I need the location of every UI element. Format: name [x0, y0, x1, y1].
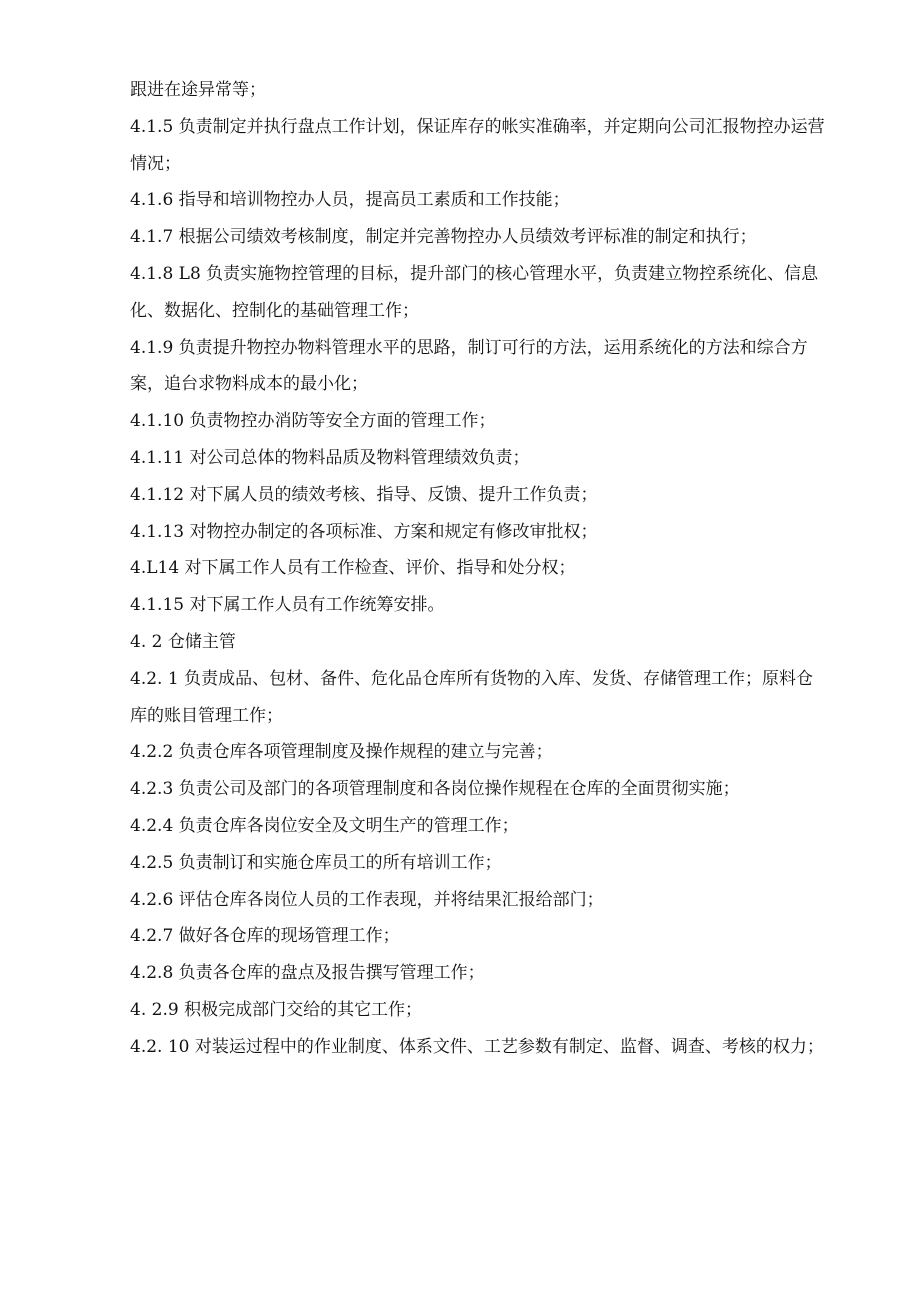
paragraph-4-2-6: 4.2.6 评估仓库各岗位人员的工作表现，并将结果汇报给部门；: [130, 889, 604, 910]
paragraph-4-1-6: 4.1.6 指导和培训物控办人员，提高员工素质和工作技能；: [130, 190, 570, 211]
paragraph-4-2-7: 4.2.7 做好各仓库的现场管理工作；: [130, 926, 400, 947]
paragraph-4-2-2: 4.2.2 负责仓库各项管理制度及操作规程的建立与完善；: [130, 742, 553, 763]
section-heading-4-2: 4. 2 仓储主管: [130, 631, 236, 652]
paragraph-4-1-11: 4.1.11 对公司总体的物料品质及物料管理绩效负责；: [130, 447, 530, 468]
paragraph-4-2-1: 4.2. 1 负责成品、包材、备件、危化品仓库所有货物的入库、发货、存储管理工作；原料仓库的账目管理工作；: [130, 668, 814, 726]
paragraph-4-2-4: 4.2.4 负责仓库各岗位安全及文明生产的管理工作；: [130, 815, 519, 836]
paragraph-4-1-14: 4.L14 对下属工作人员有工作检查、评价、指导和处分权；: [130, 558, 576, 579]
paragraph-4-1-9: 4.1.9 负责提升物控办物料管理水平的思路，制订可行的方法，运用系统化的方法和综合方案，追台求物料成本的最小化；: [130, 337, 808, 395]
paragraph-4-1-15: 4.1.15 对下属工作人员有工作统筹安排。: [130, 595, 445, 616]
paragraph-4-1-7: 4.1.7 根据公司绩效考核制度，制定并完善物控办人员绩效考评标准的制定和执行；: [130, 227, 757, 248]
paragraph-4-2-10: 4.2. 10 对装运过程中的作业制度、体系文件、工艺参数有制定、监督、调查、考核的权力；: [130, 1036, 824, 1057]
paragraph-4-1-12: 4.1.12 对下属人员的绩效考核、指导、反馈、提升工作负责；: [130, 484, 598, 505]
paragraph-continuation: 跟进在途异常等；: [130, 80, 266, 100]
paragraph-4-1-5: 4.1.5 负责制定并执行盘点工作计划，保证库存的帐实准确率，并定期向公司汇报物控办运营情况；: [130, 116, 825, 174]
document-body: [130, 72, 830, 1066]
paragraph-4-2-9: 4. 2.9 积极完成部门交给的其它工作；: [130, 999, 423, 1020]
paragraph-4-2-3: 4.2.3 负责公司及部门的各项管理制度和各岗位操作规程在仓库的全面贯彻实施；: [130, 779, 740, 800]
paragraph-4-1-8: 4.1.8 L8 负责实施物控管理的目标，提升部门的核心管理水平，负责建立物控系统化、信息化、数据化、控制化的基础管理工作；: [130, 263, 819, 321]
paragraph-4-1-13: 4.1.13 对物控办制定的各项标准、方案和规定有修改审批权；: [130, 521, 598, 542]
paragraph-4-2-8: 4.2.8 负责各仓库的盘点及报告撰写管理工作；: [130, 963, 485, 984]
paragraph-4-1-10: 4.1.10 负责物控办消防等安全方面的管理工作；: [130, 411, 496, 432]
paragraph-4-2-5: 4.2.5 负责制订和实施仓库员工的所有培训工作；: [130, 852, 502, 873]
